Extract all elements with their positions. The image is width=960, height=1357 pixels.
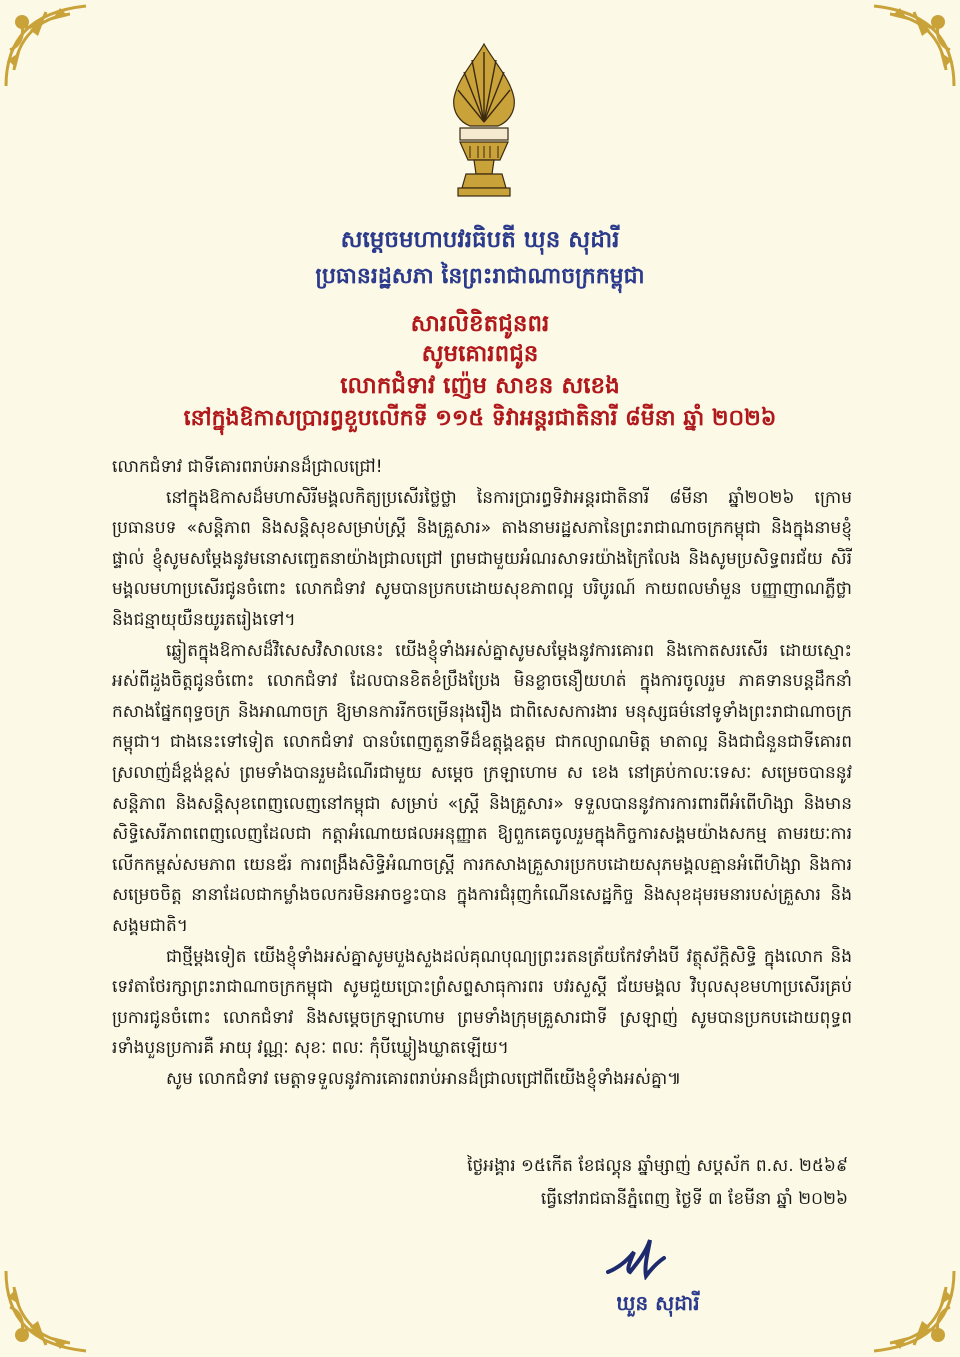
corner-ornament-bottom-left [0, 1265, 92, 1357]
national-assembly-emblem [440, 42, 528, 212]
paragraph-2: ឆ្លៀតក្នុងឱកាសដ៏វិសេសវិសាលនេះ យើងខ្ញុំទាំងអស់គ្នាសូមសម្ដែងនូវការគោរព និងកោតសរសើរ ដោយស្មោះអស់ពីដួងចិត្តជូនចំពោះ លោកជំទាវ ដែលបានខិតខំប្រឹងប្រែង មិនខ្លាចនឿយហត់ ក្នុងការចូលរួម ភាគទានបន្តដឹកនាំកសាងផ្នែកពុទ្ធចក្រ និងអាណាចក្រ ឱ្យមានការរីកចម្រើនរុងរឿង ជាពិសេសការងារ មនុស្សធម៌នៅទូទាំងព្រះរាជាណាចក្រកម្ពុជា។ ជាងនេះទៅទៀត លោកជំទាវ បានបំពេញតួនាទីដ៏ឧត្តុង្គឧត្តម ជាកល្យាណមិត្ត មាតាល្អ និងជាជំនួនជាទីគោរពស្រលាញ់ដ៏ខ្ពង់ខ្ពស់ ព្រមទាំងបានរួមដំណើរជាមួយ សម្ដេច ក្រឡាហោម ស ខេង នៅគ្រប់កាលៈទេសៈ សម្រេចបាននូវសន្តិភាព និងសន្តិសុខពេញលេញនៅកម្ពុជា សម្រាប់ «ស្ត្រី និងគ្រួសារ» ទទួលបាននូវការការពារពីអំពើហិង្សា និងមានសិទ្ធិសេរីភាពពេញលេញដែលជា កត្តាអំណោយផលអនុញ្ញាត ឱ្យពួកគេចូលរួមក្នុងកិច្ចការសង្គមយ៉ាងសកម្ម តាមរយៈការលើកកម្ពស់សមភាព យេនឌ័រ ការពង្រឹងសិទ្ធិអំណាចស្ត្រី ការកសាងគ្រួសារប្រកបដោយសុភមង្គលគ្មានអំពើហិង្សា និងការសម្រេចចិត្ត នានាដែលជាកម្លាំងចលករមិនអាចខ្វះបាន ក្នុងការជំរុញកំណើនសេដ្ឋកិច្ច និងសុខដុមរមនារបស់គ្រួសារ និងសង្គមជាតិ។ [112, 640, 852, 936]
occasion-line: នៅក្នុងឱកាសប្រារព្ធខួបលើកទី ១១៥ ទិវាអន្តរជាតិនារី ៨មីនា ឆ្នាំ ២០២៦ [183, 406, 777, 431]
sender-title-line: ប្រធានរដ្ឋសភា នៃព្រះរាជាណាចក្រកម្ពុជា [315, 264, 645, 289]
corner-ornament-top-left [0, 0, 92, 92]
corner-ornament-bottom-right [868, 1265, 960, 1357]
signatory-name: ឃួន សុដារី [616, 1291, 700, 1315]
lunar-date-line: ថ្ងៃអង្គារ ១៥កើត ខែផល្គុន ឆ្នាំម្សាញ់ សប្តស័ក ព.ស. ២៥៦៩ [467, 1156, 848, 1176]
closing-line: សូម លោកជំទាវ មេត្តាទទួលនូវការគោរពរាប់អានដ៏ជ្រាលជ្រៅពីយើងខ្ញុំទាំងអស់គ្នា៕ [166, 1068, 682, 1089]
salutation: លោកជំទាវ ជាទីគោរពរាប់អានដ៏ជ្រាលជ្រៅ! [112, 457, 383, 477]
corner-ornament-top-right [868, 0, 960, 92]
letter-heading: សារលិខិតជូនពរ [410, 311, 550, 337]
letter-body [112, 452, 852, 1094]
addressee-intro: សូមគោរពជូន [421, 341, 539, 367]
addressee-name: លោកជំទាវ ញ៉េម សាខន សខេង [340, 373, 620, 399]
paragraph-1: នៅក្នុងឱកាសដ៏មហាសិរីមង្គលកិត្យប្រសើរថ្លៃថ្លា នៃការប្រារព្ធទិវាអន្តរជាតិនារី ៨មីនា ឆ្នាំ២០២៦ ក្រោមប្រធានបទ «សន្តិភាព និងសន្តិសុខសម្រាប់ស្ត្រី និងគ្រួសារ» តាងនាមរដ្ឋសភានៃព្រះរាជាណាចក្រកម្ពុជា និងក្នុងនាមខ្ញុំផ្ទាល់ ខ្ញុំសូមសម្ដែងនូវមនោសញ្ចេតនាយ៉ាងជ្រាលជ្រៅ ព្រមជាមួយអំណរសាទរយ៉ាងក្រៃលែង និងសូមប្រសិទ្ធពរជ័យ សិរីមង្គលមហាប្រសើរជូនចំពោះ លោកជំទាវ សូមបានប្រកបដោយសុខភាពល្អ បរិបូរណ៍ កាយពលមាំមួន បញ្ញាញាណភ្លឺថ្លា និងជន្មាយុយឺនយូរតរៀងទៅ។ [112, 487, 852, 630]
paragraph-3: ជាថ្មីម្ដងទៀត យើងខ្ញុំទាំងអស់គ្នាសូមបួងសួងដល់គុណបុណ្យព្រះរតនត្រ័យកែវទាំងបី វត្ថុស័ក្តិសិទ្ធិ ក្នុងលោក និងទេវតាថែរក្សាព្រះរាជាណាចក្រកម្ពុជា សូមជួយប្រោះព្រំសព្ទសាធុការពរ បវរសួស្តី ជ័យមង្គល វិបុលសុខមហាប្រសើរគ្រប់ប្រការជូនចំពោះ លោកជំទាវ និងសម្ដេចក្រឡាហោម ព្រមទាំងក្រុមគ្រួសារជាទី ស្រឡាញ់ សូមបានប្រកបដោយពុទ្ធពរទាំងបួនប្រការគឺ អាយុ វណ្ណៈ សុខៈ ពលៈ កុំបីឃ្លៀងឃ្លាតឡើយ។ [112, 946, 852, 1059]
place-date-line: ធ្វើនៅរាជធានីភ្នំពេញ ថ្ងៃទី ៣ ខែមីនា ឆ្នាំ ២០២៦ [540, 1189, 848, 1209]
sender-name-line: សម្ដេចមហាបវរធិបតី ឃុន សុដារី [340, 227, 620, 253]
handwritten-signature [604, 1232, 690, 1280]
